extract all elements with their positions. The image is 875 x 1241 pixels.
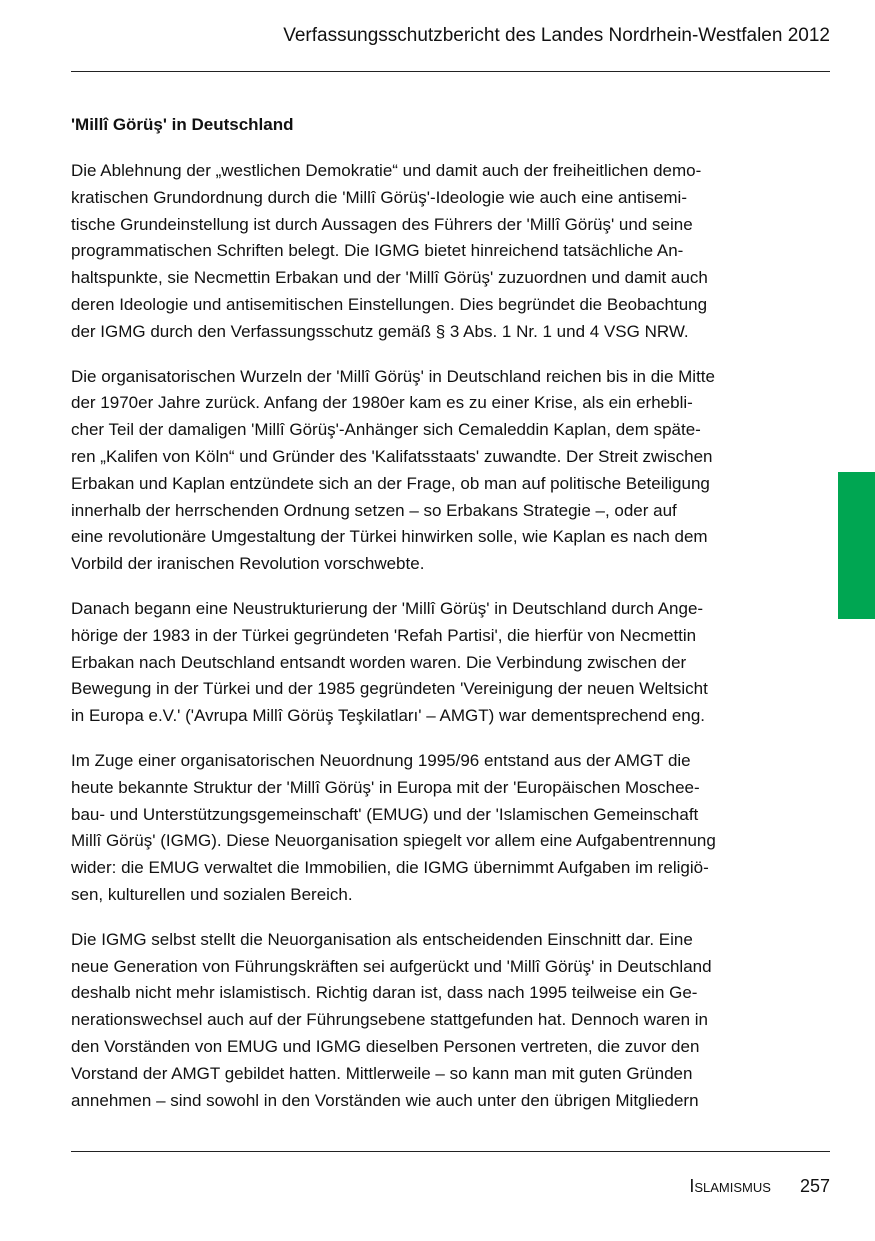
paragraph-line: deren Ideologie und antisemitischen Einstellungen. Dies begründet die Beobachtung — [71, 294, 708, 314]
paragraph-line: Erbakan nach Deutschland entsandt worden waren. Die Verbindung zwischen der — [71, 652, 687, 672]
paragraph-line: haltspunkte, sie Necmettin Erbakan und der 'Millî Görüş' zuzuordnen und damit auch — [71, 268, 708, 288]
paragraph-line: der 1970er Jahre zurück. Anfang der 1980er kam es zu einer Krise, als ein erhebli- — [71, 393, 693, 413]
paragraph-line: deshalb nicht mehr islamistisch. Richtig daran ist, dass nach 1995 teilweise ein Ge- — [71, 983, 698, 1003]
section-heading: 'Millî Görüş' in Deutschland — [71, 115, 294, 134]
paragraph-line: heute bekannte Struktur der 'Millî Görüş' in Europa mit der 'Europäischen Moschee- — [71, 777, 700, 797]
paragraph-line: Die organisatorischen Wurzeln der 'Millî Görüş' in Deutschland reichen bis in die Mitte — [71, 366, 715, 386]
paragraph-line: Die Ablehnung der „westlichen Demokratie“ und damit auch der freiheitlichen demo- — [71, 161, 702, 180]
header-rule — [71, 71, 830, 72]
paragraph-line: Bewegung in der Türkei und der 1985 gegründeten 'Vereinigung der neuen Weltsicht — [71, 679, 708, 699]
footer-section-name: Islamismus — [689, 1176, 771, 1196]
paragraph-line: Vorstand der AMGT gebildet hatten. Mittlerweile – so kann man mit guten Gründen — [71, 1063, 693, 1083]
paragraph-line: Millî Görüş' (IGMG). Diese Neuorganisation spiegelt vor allem eine Aufgabentrennung — [71, 831, 716, 851]
paragraph — [71, 748, 785, 909]
paragraph-line: Im Zuge einer organisatorischen Neuordnung 1995/96 entstand aus der AMGT die — [71, 750, 691, 770]
paragraph-line: Danach begann eine Neustrukturierung der 'Millî Görüş' in Deutschland durch Ange- — [71, 598, 704, 618]
paragraph — [71, 364, 785, 578]
paragraph-list — [71, 158, 785, 1114]
paragraph-line: bau- und Unterstützungsgemeinschaft' (EMUG) und der 'Islamischen Gemeinschaft — [71, 804, 699, 824]
paragraph-line: in Europa e.V.' ('Avrupa Millî Görüş Teşkilatları' – AMGT) war dementsprechend eng. — [71, 706, 705, 726]
footer-rule — [71, 1151, 830, 1152]
paragraph-line: Die IGMG selbst stellt die Neuorganisation als entscheidenden Einschnitt dar. Eine — [71, 929, 693, 949]
paragraph — [71, 158, 785, 346]
side-tab-marker — [838, 472, 875, 619]
paragraph-line: wider: die EMUG verwaltet die Immobilien, die IGMG übernimmt Aufgaben im religiö- — [71, 858, 709, 878]
paragraph-line: ren „Kalifen von Köln“ und Gründer des 'Kalifatsstaats' zuwandte. Der Streit zwischen — [71, 446, 713, 466]
paragraph-line: kratischen Grundordnung durch die 'Millî Görüş'-Ideologie wie auch eine antisemi- — [71, 187, 687, 207]
page-number: 257 — [799, 1176, 830, 1196]
running-header-title: Verfassungsschutzbericht des Landes Nordrhein-Westfalen 2012 — [283, 25, 830, 46]
paragraph-line: eine revolutionäre Umgestaltung der Türkei hinwirken solle, wie Kaplan es nach dem — [71, 527, 708, 547]
paragraph-line: den Vorständen von EMUG und IGMG dieselben Personen vertreten, die zuvor den — [71, 1036, 700, 1056]
paragraph-line: hörige der 1983 in der Türkei gegründeten 'Refah Partisi', die hierfür von Necmettin — [71, 625, 697, 645]
paragraph-line: Erbakan und Kaplan entzündete sich an der Frage, ob man auf politische Beteiligung — [71, 473, 710, 493]
paragraph — [71, 927, 785, 1115]
paragraph — [71, 596, 785, 730]
main-content — [71, 113, 785, 1132]
paragraph-line: innerhalb der herrschenden Ordnung setzen – so Erbakans Strategie –, oder auf — [71, 500, 677, 520]
paragraph-line: Vorbild der iranischen Revolution vorschwebte. — [71, 554, 425, 574]
paragraph-line: annehmen – sind sowohl in den Vorständen wie auch unter den übrigen Mitgliedern — [71, 1090, 699, 1110]
paragraph-line: neue Generation von Führungskräften sei aufgerückt und 'Millî Görüş' in Deutschland — [71, 956, 712, 976]
running-footer — [689, 1176, 830, 1197]
paragraph-line: nerationswechsel auch auf der Führungsebene stattgefunden hat. Dennoch waren in — [71, 1010, 708, 1030]
paragraph-line: sen, kulturellen und sozialen Bereich. — [71, 884, 353, 904]
paragraph-line: programmatischen Schriften belegt. Die IGMG bietet hinreichend tatsächliche An- — [71, 241, 684, 261]
paragraph-line: der IGMG durch den Verfassungsschutz gemäß § 3 Abs. 1 Nr. 1 und 4 VSG NRW. — [71, 321, 689, 341]
paragraph-line: cher Teil der damaligen 'Millî Görüş'-Anhänger sich Cemaleddin Kaplan, dem späte- — [71, 420, 701, 440]
paragraph-line: tische Grundeinstellung ist durch Aussagen des Führers der 'Millî Görüş' und seine — [71, 214, 693, 234]
